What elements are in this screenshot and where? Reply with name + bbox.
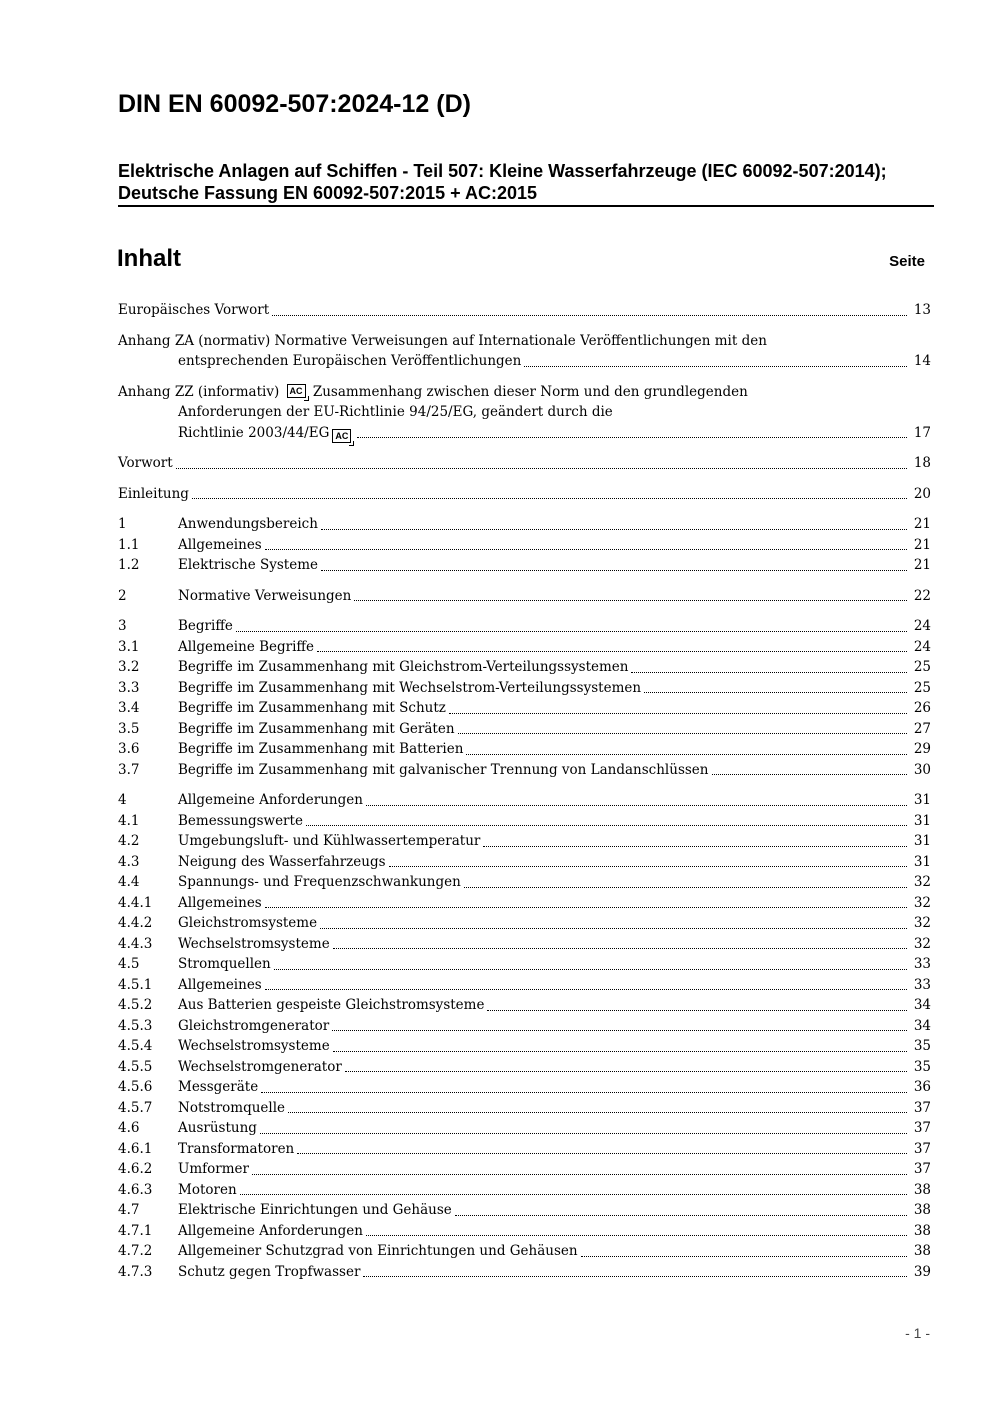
annex-zz-line-2: Anforderungen der EU-Richtlinie 94/25/EG, geändert durch die	[178, 404, 613, 420]
toc-entry-page: 32	[913, 915, 931, 931]
toc-front-group	[118, 300, 931, 321]
toc-entry[interactable]	[118, 893, 931, 914]
toc-entry-number: 4.7	[118, 1202, 140, 1218]
toc-entry[interactable]	[118, 1200, 931, 1221]
toc-entry-page: 38	[913, 1243, 931, 1259]
toc-section-group	[118, 790, 931, 1282]
toc-section-group	[118, 586, 931, 607]
toc-entry-page: 33	[913, 976, 931, 993]
toc-entry-page: 35	[913, 1058, 931, 1075]
toc-entry-number: 4.7.3	[118, 1263, 153, 1280]
toc-entry-title: Begriffe im Zusammenhang mit Gleichstrom-Verteilungssystemen	[178, 659, 629, 675]
toc-entry[interactable]	[118, 760, 931, 781]
dot-leader	[261, 1092, 907, 1093]
toc-entry-title: Begriffe im Zusammenhang mit Geräten	[178, 720, 455, 737]
toc-entry-page: 22	[913, 587, 931, 604]
dot-leader	[240, 1194, 907, 1195]
toc-entry-page: 20	[913, 485, 931, 502]
toc-entry[interactable]	[118, 739, 931, 760]
dot-leader	[581, 1256, 907, 1257]
dot-leader	[449, 713, 907, 714]
toc-entry[interactable]	[118, 1118, 931, 1139]
toc-entry-title: Messgeräte	[178, 1079, 259, 1095]
ac-start-marker-icon: AC	[287, 384, 306, 398]
toc-entry-title: Elektrische Einrichtungen und Gehäuse	[178, 1202, 452, 1218]
toc-entry-page: 21	[913, 516, 931, 532]
toc-entry[interactable]	[118, 975, 931, 996]
dot-leader	[366, 1235, 907, 1236]
document-title: DIN EN 60092-507:2024-12 (D)	[118, 90, 471, 118]
toc-entry[interactable]	[118, 555, 931, 576]
toc-entry-page: 24	[913, 618, 931, 634]
toc-entry-page: 33	[913, 956, 931, 972]
toc-entry-number: 4.4.3	[118, 935, 153, 952]
dot-leader	[458, 733, 907, 734]
toc-entry-number: 4.5.6	[118, 1079, 153, 1095]
dot-leader	[712, 774, 908, 775]
toc-entry-number: 4.6.1	[118, 1140, 153, 1157]
toc-entry-number: 4.2	[118, 833, 140, 849]
toc-entry-title: Transformatoren	[178, 1140, 295, 1157]
toc-entry-page: 21	[913, 536, 931, 553]
toc-entry[interactable]	[118, 1180, 931, 1201]
document-subtitle: Elektrische Anlagen auf Schiffen - Teil 507: Kleine Wasserfahrzeuge (IEC 60092-507:2014); Deutsche Fassung EN 60092-507:2015 + AC:2015	[118, 161, 887, 203]
dot-leader	[320, 928, 907, 929]
dot-leader	[288, 1112, 907, 1113]
toc-entry-title: Bemessungswerte	[178, 812, 303, 829]
toc-entry-number: 1	[118, 516, 127, 532]
page-column-label: Seite	[889, 253, 925, 270]
annex-za-line-1: Anhang ZA (normativ) Normative Verweisungen auf Internationale Veröffentlichungen mit den	[118, 332, 767, 349]
toc-entry-page: 27	[913, 720, 931, 737]
toc-entry-title: Begriffe im Zusammenhang mit Schutz	[178, 700, 446, 716]
toc-entry-title: Ausrüstung	[178, 1120, 257, 1136]
toc-entry-page: 31	[913, 853, 931, 870]
toc-entry-page: 37	[913, 1099, 931, 1116]
toc-entry[interactable]	[118, 514, 931, 535]
toc-entry-number: 1.1	[118, 536, 140, 553]
dot-leader	[236, 631, 907, 632]
toc-entry-title: Allgemeine Anforderungen	[178, 792, 363, 808]
toc-entry[interactable]	[118, 657, 931, 678]
dot-leader	[272, 315, 907, 316]
dot-leader	[333, 1051, 907, 1052]
toc-entry[interactable]	[118, 811, 931, 832]
toc-entry-title: Begriffe	[178, 618, 233, 634]
toc-entry[interactable]	[118, 616, 931, 637]
toc-entry-title: Spannungs- und Frequenzschwankungen	[178, 874, 461, 890]
toc-entry-page: 30	[913, 761, 931, 778]
toc-entry-title: Anwendungsbereich	[178, 516, 318, 532]
dot-leader	[265, 549, 907, 550]
toc-entry-title: Allgemeines	[178, 536, 262, 553]
dot-leader	[483, 846, 907, 847]
toc-entry[interactable]	[118, 1221, 931, 1242]
toc-entry-number: 3.7	[118, 761, 140, 778]
toc-entry-page: 18	[913, 455, 931, 471]
toc-entry-einleitung[interactable]	[118, 484, 931, 505]
dot-leader	[252, 1174, 907, 1175]
dot-leader	[297, 1153, 907, 1154]
title-divider	[118, 205, 934, 207]
dot-leader	[265, 907, 907, 908]
annex-zz-line-3: Richtlinie 2003/44/EG	[178, 424, 330, 441]
toc-entry[interactable]	[118, 852, 931, 873]
dot-leader	[332, 1030, 907, 1031]
toc-entry[interactable]	[118, 913, 931, 934]
toc-entry-title: Notstromquelle	[178, 1099, 286, 1116]
toc-entry-number: 4.5.3	[118, 1017, 153, 1034]
toc-entry[interactable]	[118, 1036, 931, 1057]
toc-entry[interactable]	[118, 678, 931, 699]
toc-entry-page: 39	[913, 1263, 931, 1280]
toc-entry-number: 4.6	[118, 1120, 140, 1136]
toc-sections	[118, 514, 931, 1282]
toc-entry-page: 31	[913, 812, 931, 829]
toc-entry-page: 31	[913, 833, 931, 849]
dot-leader	[176, 468, 907, 469]
dot-leader	[306, 825, 907, 826]
toc-entry-page: 29	[913, 741, 931, 757]
toc-entry-europaeisches-vorwort[interactable]	[118, 300, 931, 321]
dot-leader	[631, 672, 907, 673]
annex-zz-line-1: Zusammenhang zwischen dieser Norm und den grundlegenden	[312, 383, 748, 400]
toc-entry[interactable]	[118, 698, 931, 719]
toc-entry-page: 32	[913, 935, 931, 952]
dot-leader	[524, 366, 907, 367]
ac-end-marker-icon: AC	[332, 429, 351, 443]
toc-entry-number: 4.4.1	[118, 894, 153, 911]
toc-entry-page: 24	[913, 638, 931, 655]
toc-entry-title: Wechselstromsysteme	[178, 935, 330, 952]
toc-entry-page: 35	[913, 1038, 931, 1054]
toc-entry-title: Gleichstromgenerator	[178, 1017, 330, 1034]
toc-entry[interactable]	[118, 1159, 931, 1180]
dot-leader	[455, 1215, 907, 1216]
toc-entry-number: 3.3	[118, 679, 140, 696]
toc-entry-number: 2	[118, 587, 127, 604]
dot-leader	[354, 600, 907, 601]
toc-entry-page: 37	[913, 1120, 931, 1136]
toc-entry-title: Wechselstromgenerator	[178, 1058, 342, 1075]
toc-entry[interactable]	[118, 790, 931, 811]
toc-entry-number: 3	[118, 618, 127, 634]
toc-entry[interactable]	[118, 1262, 931, 1283]
dot-leader	[317, 651, 907, 652]
toc-entry-number: 4.6.2	[118, 1161, 153, 1177]
toc-entry-vorwort[interactable]	[118, 453, 931, 474]
toc-entry-number: 4.5	[118, 956, 140, 972]
dot-leader	[487, 1010, 907, 1011]
toc-entry-page: 38	[913, 1181, 931, 1198]
toc-entry-annex-zz[interactable]	[118, 382, 931, 444]
toc-entry-page: 38	[913, 1222, 931, 1239]
toc-entry-title: Elektrische Systeme	[178, 557, 319, 573]
toc-entry-title: Allgemeines	[178, 976, 262, 993]
dot-leader	[192, 498, 907, 499]
toc-entry-number: 4.5.2	[118, 997, 153, 1013]
toc-entry[interactable]	[118, 1057, 931, 1078]
toc-entry-page: 36	[913, 1079, 931, 1095]
toc-heading: Inhalt	[117, 245, 181, 272]
toc-entry-title: Normative Verweisungen	[178, 587, 352, 604]
toc-entry-title: Allgemeine Anforderungen	[178, 1222, 363, 1239]
toc-entry[interactable]	[118, 934, 931, 955]
toc-entry-number: 4.7.2	[118, 1243, 153, 1259]
dot-leader	[345, 1071, 907, 1072]
toc-entry-page: 14	[913, 353, 931, 369]
dot-leader	[265, 989, 907, 990]
toc-entry-title: Umgebungsluft- und Kühlwassertemperatur	[178, 833, 481, 849]
toc-entry-title: Neigung des Wasserfahrzeugs	[178, 853, 386, 870]
toc-entry-number: 4.1	[118, 812, 140, 829]
toc-entry-title: Begriffe im Zusammenhang mit galvanischer Trennung von Landanschlüssen	[178, 761, 709, 778]
toc-entry-page: 32	[913, 894, 931, 911]
toc-entry-title: Allgemeines	[178, 894, 262, 911]
dot-leader	[644, 692, 907, 693]
toc-entry-title: Aus Batterien gespeiste Gleichstromsysteme	[178, 997, 485, 1013]
toc-entry[interactable]	[118, 1139, 931, 1160]
dot-leader	[366, 805, 907, 806]
toc-entry-number: 3.6	[118, 741, 140, 757]
toc-section-group	[118, 616, 931, 780]
toc-entry-number: 4.3	[118, 853, 140, 870]
toc-entry-number: 4.5.5	[118, 1058, 153, 1075]
annex-za-line-2: entsprechenden Europäischen Veröffentlichungen	[178, 353, 522, 369]
toc-entry-page: 31	[913, 792, 931, 808]
dot-leader	[389, 866, 907, 867]
toc-entry-number: 3.2	[118, 659, 140, 675]
page-number: - 1 -	[905, 1325, 930, 1341]
toc-entry-title: Umformer	[178, 1161, 250, 1177]
toc-entry-title: Einleitung	[118, 485, 189, 502]
toc-entry-number: 4.4.2	[118, 915, 153, 931]
toc-entry[interactable]	[118, 535, 931, 556]
dot-leader	[363, 1276, 907, 1277]
annex-zz-prefix: Anhang ZZ (informativ)	[118, 383, 280, 400]
dot-leader	[464, 887, 907, 888]
toc-entry-number: 4.5.7	[118, 1099, 153, 1116]
toc-entry-number: 3.5	[118, 720, 140, 737]
toc-entry[interactable]	[118, 586, 931, 607]
toc-entry-number: 3.1	[118, 638, 140, 655]
toc-entry[interactable]	[118, 872, 931, 893]
toc-entry[interactable]	[118, 1077, 931, 1098]
toc-entry-page: 38	[913, 1202, 931, 1218]
toc-entry-number: 4.6.3	[118, 1181, 153, 1198]
toc-entry-title: Vorwort	[118, 455, 173, 471]
table-of-contents	[118, 300, 931, 1292]
toc-entry-annex-za[interactable]	[118, 331, 931, 372]
toc-entry[interactable]	[118, 995, 931, 1016]
toc-entry-title: Stromquellen	[178, 956, 271, 972]
toc-section-group	[118, 514, 931, 576]
toc-entry-page: 13	[913, 302, 931, 318]
dot-leader	[333, 948, 907, 949]
toc-entry-title: Begriffe im Zusammenhang mit Wechselstrom-Verteilungssystemen	[178, 679, 642, 696]
toc-entry[interactable]	[118, 1098, 931, 1119]
toc-entry-page: 26	[913, 700, 931, 716]
toc-entry-page: 25	[913, 659, 931, 675]
toc-entry-page: 34	[913, 1017, 931, 1034]
toc-entry-page: 17	[913, 424, 931, 441]
dot-leader	[321, 570, 907, 571]
toc-entry-title: Motoren	[178, 1181, 237, 1198]
dot-leader	[357, 437, 907, 438]
toc-entry-title: Europäisches Vorwort	[118, 302, 270, 318]
toc-entry-number: 4.4	[118, 874, 140, 890]
toc-entry-page: 32	[913, 874, 931, 890]
toc-entry-number: 4.5.4	[118, 1038, 153, 1054]
dot-leader	[260, 1133, 907, 1134]
toc-entry-number: 4.7.1	[118, 1222, 153, 1239]
toc-entry-number: 4	[118, 792, 127, 808]
toc-entry-number: 4.5.1	[118, 976, 153, 993]
dot-leader	[274, 969, 907, 970]
toc-entry-title: Wechselstromsysteme	[178, 1038, 330, 1054]
toc-entry[interactable]	[118, 1241, 931, 1262]
toc-entry[interactable]	[118, 954, 931, 975]
dot-leader	[466, 754, 907, 755]
toc-entry[interactable]	[118, 1016, 931, 1037]
toc-entry[interactable]	[118, 831, 931, 852]
toc-entry-number: 1.2	[118, 557, 140, 573]
dot-leader	[321, 529, 907, 530]
toc-entry-page: 25	[913, 679, 931, 696]
toc-entry-title: Allgemeine Begriffe	[178, 638, 315, 655]
toc-entry-title: Allgemeiner Schutzgrad von Einrichtungen und Gehäusen	[178, 1243, 578, 1259]
toc-entry[interactable]	[118, 637, 931, 658]
toc-entry-page: 37	[913, 1140, 931, 1157]
toc-entry-title: Gleichstromsysteme	[178, 915, 318, 931]
toc-entry-page: 34	[913, 997, 931, 1013]
toc-entry-title: Begriffe im Zusammenhang mit Batterien	[178, 741, 464, 757]
toc-entry-title: Schutz gegen Tropfwasser	[178, 1263, 361, 1280]
toc-entry-number: 3.4	[118, 700, 140, 716]
toc-entry[interactable]	[118, 719, 931, 740]
toc-entry-page: 37	[913, 1161, 931, 1177]
toc-entry-page: 21	[913, 557, 931, 573]
